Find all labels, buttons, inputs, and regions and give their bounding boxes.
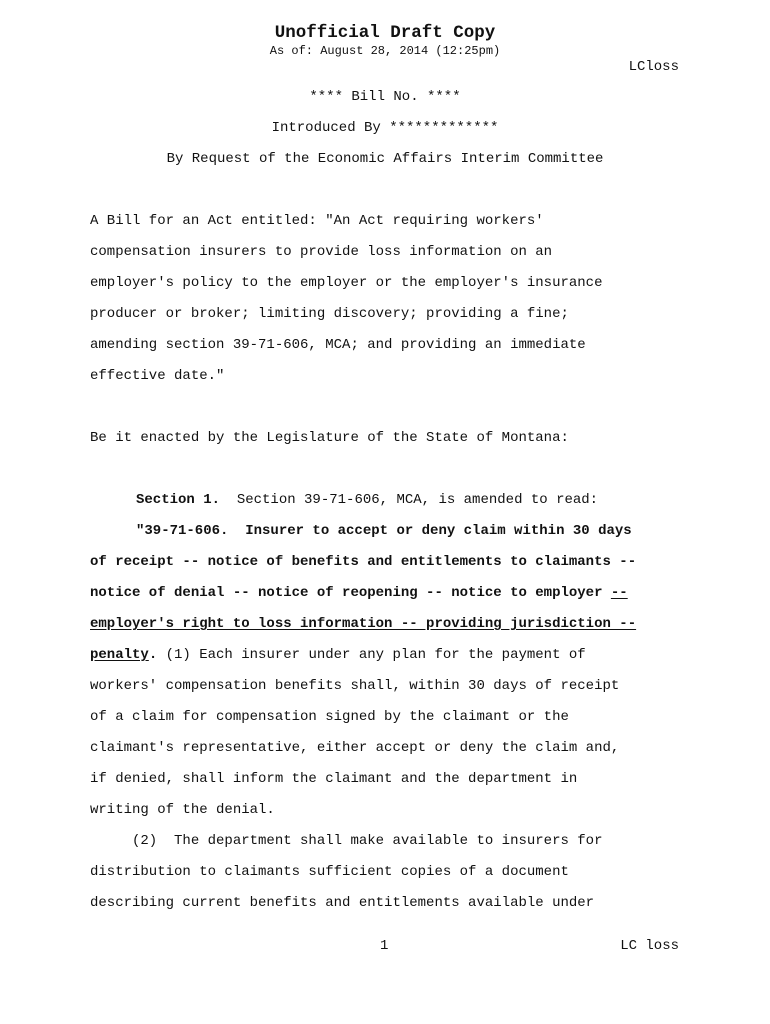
section-label: Section 1. <box>136 492 221 508</box>
bill-number: **** Bill No. **** <box>309 89 461 105</box>
page-number: 1 <box>380 938 389 954</box>
section-heading-line <box>90 585 628 601</box>
by-request-line: By Request of the Economic Affairs Interim Committee <box>166 151 604 167</box>
act-title-line: effective date." <box>90 368 225 384</box>
heading-text: notice of denial -- notice of reopening -- notice to employer <box>90 585 611 601</box>
para1-line: if denied, shall inform the claimant and the department in <box>90 771 578 787</box>
section-1-intro <box>136 492 598 508</box>
enacting-clause: Be it enacted by the Legislature of the State of Montana: <box>90 430 569 446</box>
section-heading-line: "39-71-606. Insurer to accept or deny claim within 30 days <box>136 523 632 539</box>
section-heading-inserted-line: employer's right to loss information -- providing jurisdiction -- <box>90 616 637 632</box>
heading-end-line <box>90 647 586 663</box>
heading-period: . <box>148 647 166 663</box>
act-title-line: A Bill for an Act entitled: "An Act requiring workers' <box>90 213 544 229</box>
para2-line: describing current benefits and entitlements available under <box>90 895 595 911</box>
draft-timestamp: As of: August 28, 2014 (12:25pm) <box>269 44 501 58</box>
act-title-line: compensation insurers to provide loss information on an <box>90 244 553 260</box>
lc-number-header: LCloss <box>628 59 679 75</box>
document-title: Unofficial Draft Copy <box>274 23 496 43</box>
heading-inserted-penalty: penalty <box>90 647 149 663</box>
para1-line: claimant's representative, either accept or deny the claim and, <box>90 740 620 756</box>
section-amend-text: Section 39-71-606, MCA, is amended to read: <box>220 492 599 508</box>
act-title-line: producer or broker; limiting discovery; providing a fine; <box>90 306 569 322</box>
para2-line: (2) The department shall make available to insurers for <box>90 833 603 849</box>
para1-start: (1) Each insurer under any plan for the payment of <box>165 647 586 663</box>
para1-line: workers' compensation benefits shall, within 30 days of receipt <box>90 678 620 694</box>
heading-inserted-text: -- <box>610 585 628 601</box>
section-heading-line: of receipt -- notice of benefits and entitlements to claimants -- <box>90 554 637 570</box>
act-title-line: amending section 39-71-606, MCA; and providing an immediate <box>90 337 586 353</box>
lc-number-footer: LC loss <box>620 938 679 954</box>
act-title-line: employer's policy to the employer or the employer's insurance <box>90 275 603 291</box>
para2-line: distribution to claimants sufficient copies of a document <box>90 864 569 880</box>
para1-line: writing of the denial. <box>90 802 275 818</box>
para1-line: of a claim for compensation signed by the claimant or the <box>90 709 569 725</box>
introduced-by: Introduced By ************* <box>271 120 499 136</box>
